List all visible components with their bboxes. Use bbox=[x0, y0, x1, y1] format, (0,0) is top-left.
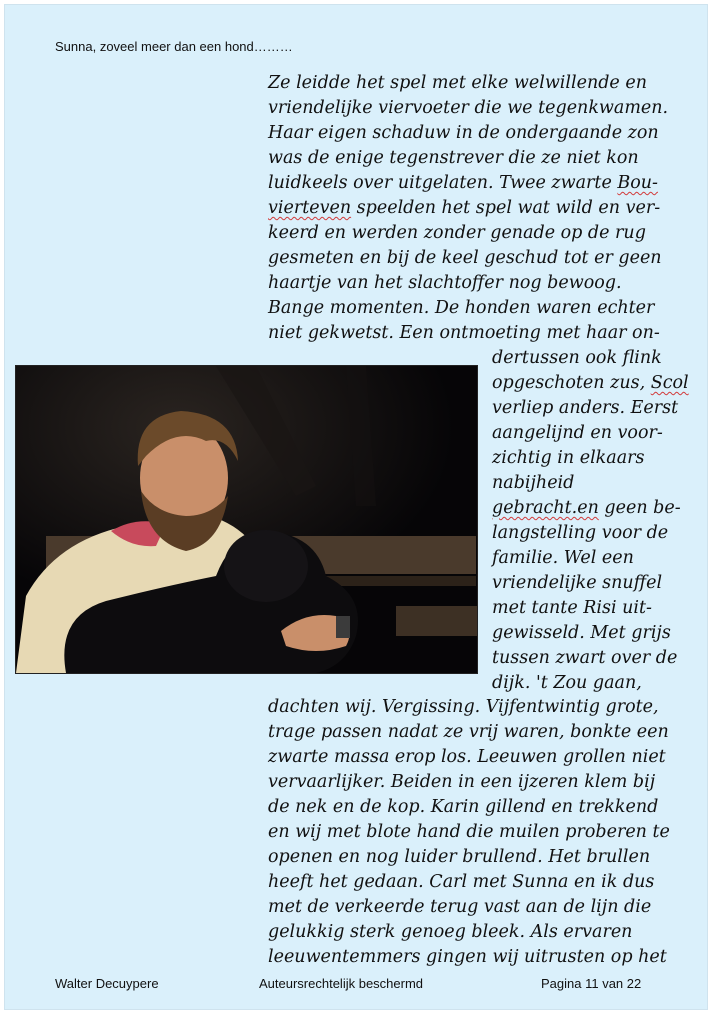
footer-page-number: Pagina 11 van 22 bbox=[541, 976, 642, 991]
page-header: Sunna, zoveel meer dan een hond……… bbox=[55, 39, 293, 54]
text-line: tussen zwart over de bbox=[492, 648, 678, 668]
text-line: gesmeten en bij de keel geschud tot er geen bbox=[268, 248, 662, 268]
text-line: vriendelijke viervoeter die we tegenkwamen. bbox=[268, 98, 669, 118]
text-line: vriendelijke snuffel bbox=[492, 573, 663, 593]
text-line: gelukkig sterk genoeg bleek. Als ervaren bbox=[268, 922, 633, 942]
text-line: heeft het gedaan. Carl met Sunna en ik dus bbox=[268, 872, 655, 892]
text-line: luidkeels over uitgelaten. Twee zwarte Bou- bbox=[268, 173, 658, 193]
text-line: haartje van het slachtoffer nog bewoog. bbox=[268, 273, 622, 293]
text-block-bottom bbox=[268, 695, 670, 970]
footer-copyright: Auteursrechtelijk beschermd bbox=[259, 976, 424, 991]
text-line: vierteven speelden het spel wat wild en ver- bbox=[268, 198, 661, 218]
text-line: Bange momenten. De honden waren echter bbox=[268, 298, 655, 318]
text-line: Haar eigen schaduw in de ondergaande zon bbox=[268, 123, 659, 143]
spellcheck-flagged-word: Bou- bbox=[617, 173, 658, 193]
text-line: familie. Wel een bbox=[492, 548, 634, 568]
text-line: dachten wij. Vergissing. Vijfentwintig grote, bbox=[268, 697, 659, 717]
text-line: aangelijnd en voor- bbox=[492, 423, 663, 443]
text-line: leeuwentemmers gingen wij uitrusten op het bbox=[268, 947, 667, 967]
photo-man-with-dog bbox=[15, 365, 478, 674]
spellcheck-flagged-word: vierteven bbox=[268, 198, 352, 218]
text-line: de nek en de kop. Karin gillend en trekkend bbox=[268, 797, 659, 817]
text-line: met de verkeerde terug vast aan de lijn die bbox=[268, 897, 652, 917]
text-line: gebracht.en geen be- bbox=[492, 498, 681, 518]
text-line: met tante Risi uit- bbox=[492, 598, 652, 618]
text-line: dijk. 't Zou gaan, bbox=[492, 673, 642, 693]
text-line: vervaarlijker. Beiden in een ijzeren klem bij bbox=[268, 772, 656, 792]
text-line: Ze leidde het spel met elke welwillende en bbox=[268, 73, 647, 93]
footer-author: Walter Decuypere bbox=[55, 976, 159, 991]
text-line: en wij met blote hand die muilen proberen te bbox=[268, 822, 670, 842]
text-block-top bbox=[268, 71, 668, 346]
text-line: langstelling voor de bbox=[492, 523, 669, 543]
text-block-beside-photo bbox=[492, 346, 689, 696]
spellcheck-flagged-word: Scol bbox=[650, 373, 689, 393]
photo-illustration bbox=[16, 366, 477, 673]
text-line: nabijheid bbox=[492, 473, 575, 493]
text-line: openen en nog luider brullend. Het brullen bbox=[268, 847, 651, 867]
document-page bbox=[4, 4, 708, 1010]
text-line: trage passen nadat ze vrij waren, bonkte een bbox=[268, 722, 669, 742]
text-line: zwarte massa erop los. Leeuwen grollen niet bbox=[268, 747, 666, 767]
text-line: dertussen ook flink bbox=[492, 348, 662, 368]
text-line: opgeschoten zus, Scol bbox=[492, 373, 689, 393]
text-line: niet gekwetst. Een ontmoeting met haar on- bbox=[268, 323, 660, 343]
text-line: verliep anders. Eerst bbox=[492, 398, 679, 418]
spellcheck-flagged-word: gebracht.en bbox=[492, 498, 599, 518]
text-line: keerd en werden zonder genade op de rug bbox=[268, 223, 646, 243]
text-line: was de enige tegenstrever die ze niet kon bbox=[268, 148, 639, 168]
text-line: gewisseld. Met grijs bbox=[492, 623, 671, 643]
text-line: zichtig in elkaars bbox=[492, 448, 645, 468]
